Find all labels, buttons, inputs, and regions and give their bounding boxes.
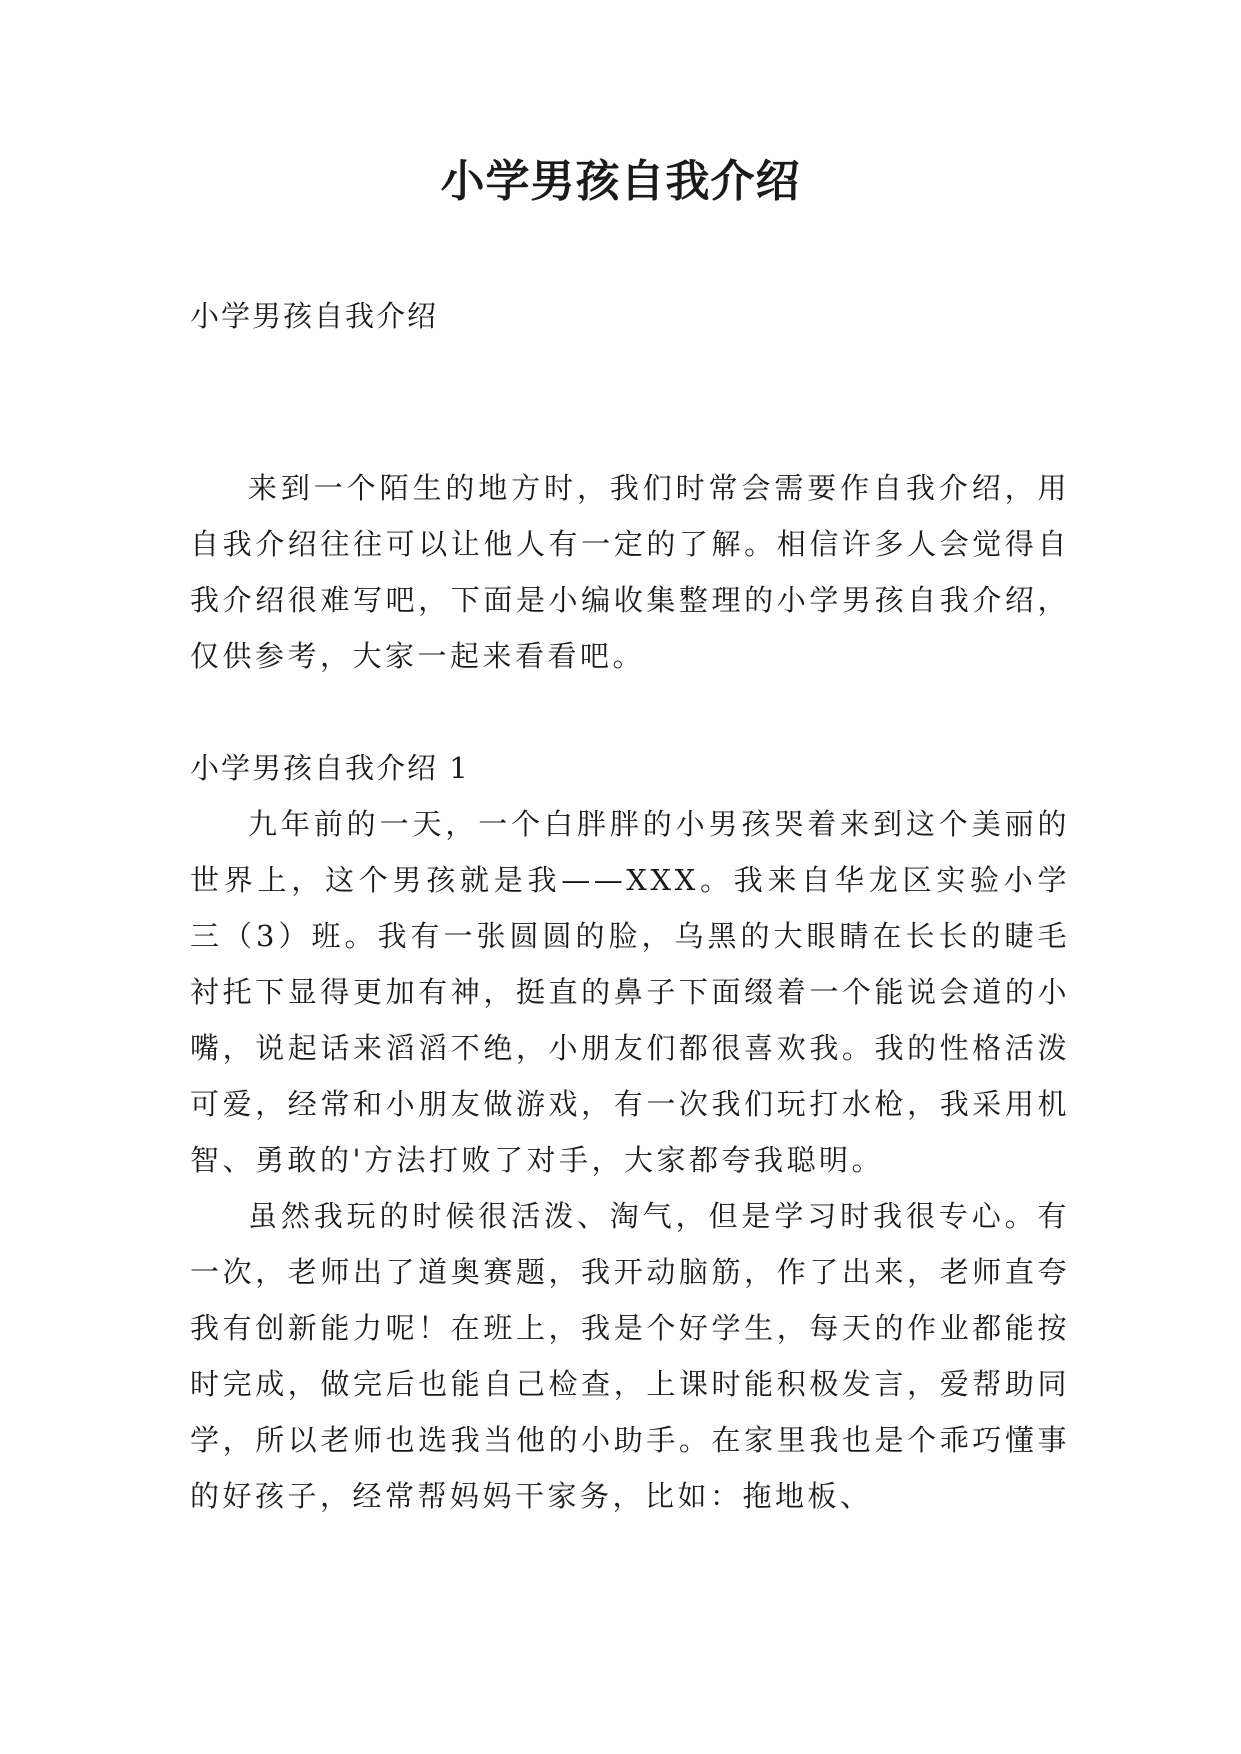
section-heading: 小学男孩自我介绍 1: [190, 751, 470, 785]
section-paragraph: 九年前的一天，一个白胖胖的小男孩哭着来到这个美丽的世界上，这个男孩就是我——XXX。我来自华龙区实验小学三（3）班。我有一张圆圆的脸，乌黑的大眼睛在长长的睫毛衬托下显得更加有神，挺直的鼻子下面缀着一个能说会道的小嘴，说起话来滔滔不绝，小朋友们都很喜欢我。我的性格活泼可爱，经常和小朋友做游戏，有一次我们玩打水枪，我采用机智、勇敢的'方法打败了对手，大家都夸我聪明。: [190, 807, 1071, 1177]
spacer: [190, 344, 1070, 460]
intro-paragraph: 来到一个陌生的地方时，我们时常会需要作自我介绍，用自我介绍往往可以让他人有一定的了解。相信许多人会觉得自我介绍很难写吧，下面是小编收集整理的小学男孩自我介绍，仅供参考，大家一起来看看吧。: [190, 471, 1070, 673]
document-body: [190, 288, 1070, 1524]
section-paragraph: 虽然我玩的时候很活泼、淘气，但是学习时我很专心。有一次，老师出了道奥赛题，我开动脑筋，作了出来，老师直夸我有创新能力呢！在班上，我是个好学生，每天的作业都能按时完成，做完后也能自己检查，上课时能积极发言，爱帮助同学，所以老师也选我当他的小助手。在家里我也是个乖巧懂事的好孩子，经常帮妈妈干家务，比如：拖地板、: [190, 1199, 1070, 1513]
document-subtitle: 小学男孩自我介绍: [190, 299, 439, 333]
document-title: 小学男孩自我介绍: [440, 156, 801, 207]
spacer: [190, 684, 1070, 740]
